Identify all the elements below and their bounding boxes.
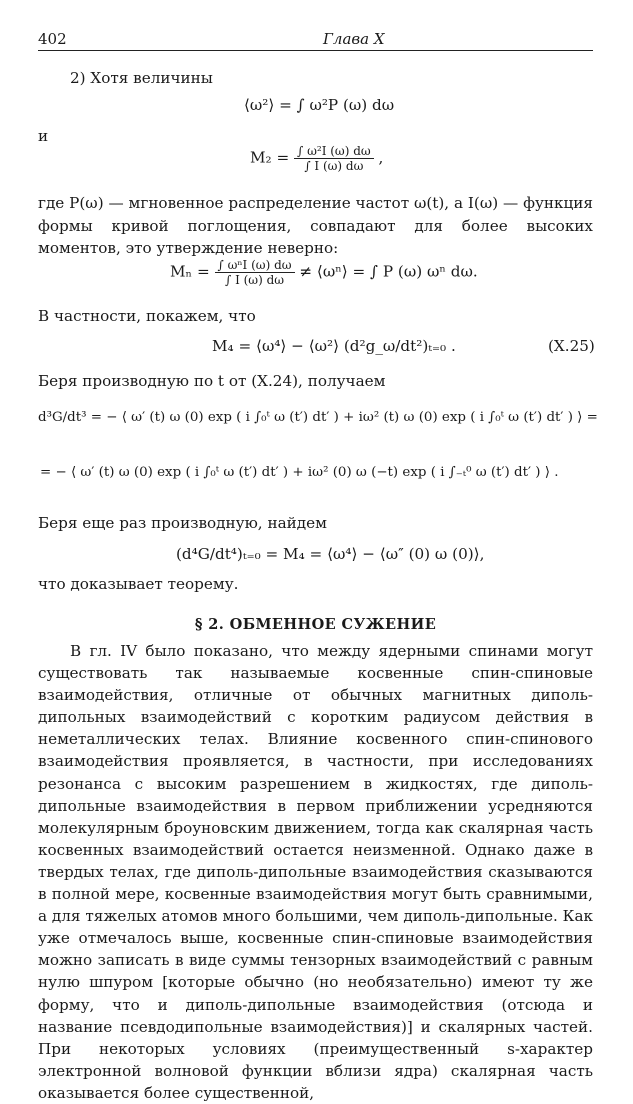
equation-m2-denominator: ∫ I (ω) dω: [304, 159, 364, 173]
equation-m2-comma: ,: [378, 148, 384, 167]
proof-conclusion: что доказывает теорему.: [38, 575, 239, 593]
equation-m4: M₄ = ⟨ω⁴⟩ − ⟨ω²⟩ (d²g_ω/dt²)ₜ₌₀ .: [212, 337, 456, 355]
equation-m2-fraction: [294, 144, 374, 173]
page-number: 402: [38, 30, 67, 48]
equation-fourth-derivative: (d⁴G/dt⁴)ₜ₌₀ = M₄ = ⟨ω⁴⟩ − ⟨ω″ (0) ω (0)⟩,: [176, 545, 485, 563]
equation-third-derivative-cont: = − ⟨ ω′ (t) ω (0) exp ( i ∫₀ᵗ ω (t′) dt′ ) + iω² (0) ω (−t) exp ( i ∫₋ₜ⁰ ω (t′) dt′ ) ⟩ .: [40, 465, 559, 480]
equation-mn-denominator: ∫ I (ω) dω: [225, 273, 285, 287]
in-particular-line: В частности, покажем, что: [38, 307, 256, 325]
running-header: [38, 30, 593, 52]
equation-mn-fraction: [215, 258, 295, 287]
paragraph-definitions: [38, 192, 593, 260]
main-paragraph: [38, 640, 593, 1104]
second-derivative-line: Беря еще раз производную, найдем: [38, 514, 327, 532]
chapter-title: Глава X: [323, 30, 385, 48]
conjunction-and: и: [38, 127, 49, 145]
section-heading: § 2. ОБМЕННОЕ СУЖЕНИЕ: [194, 616, 437, 633]
equation-label-x25: (X.25): [548, 337, 595, 355]
equation-mn-numerator: ∫ ωⁿI (ω) dω: [215, 258, 295, 273]
equation-third-derivative: [38, 410, 598, 425]
equation-third-derivative-lhs: d³G/dt³ =: [38, 410, 102, 425]
equation-third-derivative-rhs: − ⟨ ω′ (t) ω (0) exp ( i ∫₀ᵗ ω (t′) dt′ ) + iω² (t) ω (0) exp ( i ∫₀ᵗ ω (t′) dt′ ) ⟩ =: [106, 410, 598, 425]
intro-line: 2) Хотя величины: [70, 69, 213, 87]
equation-m2: [250, 144, 383, 173]
main-paragraph-text: В гл. IV было показано, что между ядерными спинами могут существовать так называемые косвенные спин-спиновые взаимодействия, отличные от обычных магнитных диполь-дипольных взаимодействий с коротким радиусом действия в неметаллических телах. Влияние косвенного спин-спинового взаимодействия проявляется, в частности, при исследованиях резонанса с высоким разрешением в жидкостях, где диполь-дипольные взаимодействия в первом приближении усредняются молекулярным броуновским движением, тогда как скалярная часть косвенных взаимодействий остается неизменной. Однако даже в твердых телах, где диполь-дипольные взаимодействия сказываются в полной мере, косвенные взаимодействия могут быть сравнимыми, а для тяжелых атомов много большими, чем диполь-дипольные. Как уже отмечалось выше, косвенные спин-спиновые взаимодействия можно записать в виде суммы тензорных взаимодействий с равным нулю шпуром [которые обычно (но необязательно) имеют ту же форму, что и диполь-дипольные взаимодействия (отсюда и название псевдодипольные взаимодействия)] и скалярных частей. При некоторых условиях (преимущественный s-характер электронной волновой функции вблизи ядра) скалярная часть оказывается более существенной,: [38, 642, 593, 1102]
equation-m2-numerator: ∫ ω²I (ω) dω: [294, 144, 374, 159]
equation-mn-lhs: Mₙ =: [170, 262, 210, 281]
equation-mn: [170, 258, 478, 287]
paragraph-definitions-text: где P(ω) — мгновенное распределение частот ω(t), а I(ω) — функция формы кривой поглощения, совпадают для более высоких моментов, это утверждение неверно:: [38, 194, 593, 258]
equation-mn-rhs: ≠ ⟨ωⁿ⟩ = ∫ P (ω) ωⁿ dω.: [299, 262, 478, 281]
equation-m2-lhs: M₂ =: [250, 148, 290, 167]
header-rule: [38, 50, 593, 51]
derivative-line: Беря производную по t от (X.24), получаем: [38, 372, 386, 390]
equation-mean-omega-squared: ⟨ω²⟩ = ∫ ω²P (ω) dω: [244, 96, 395, 114]
